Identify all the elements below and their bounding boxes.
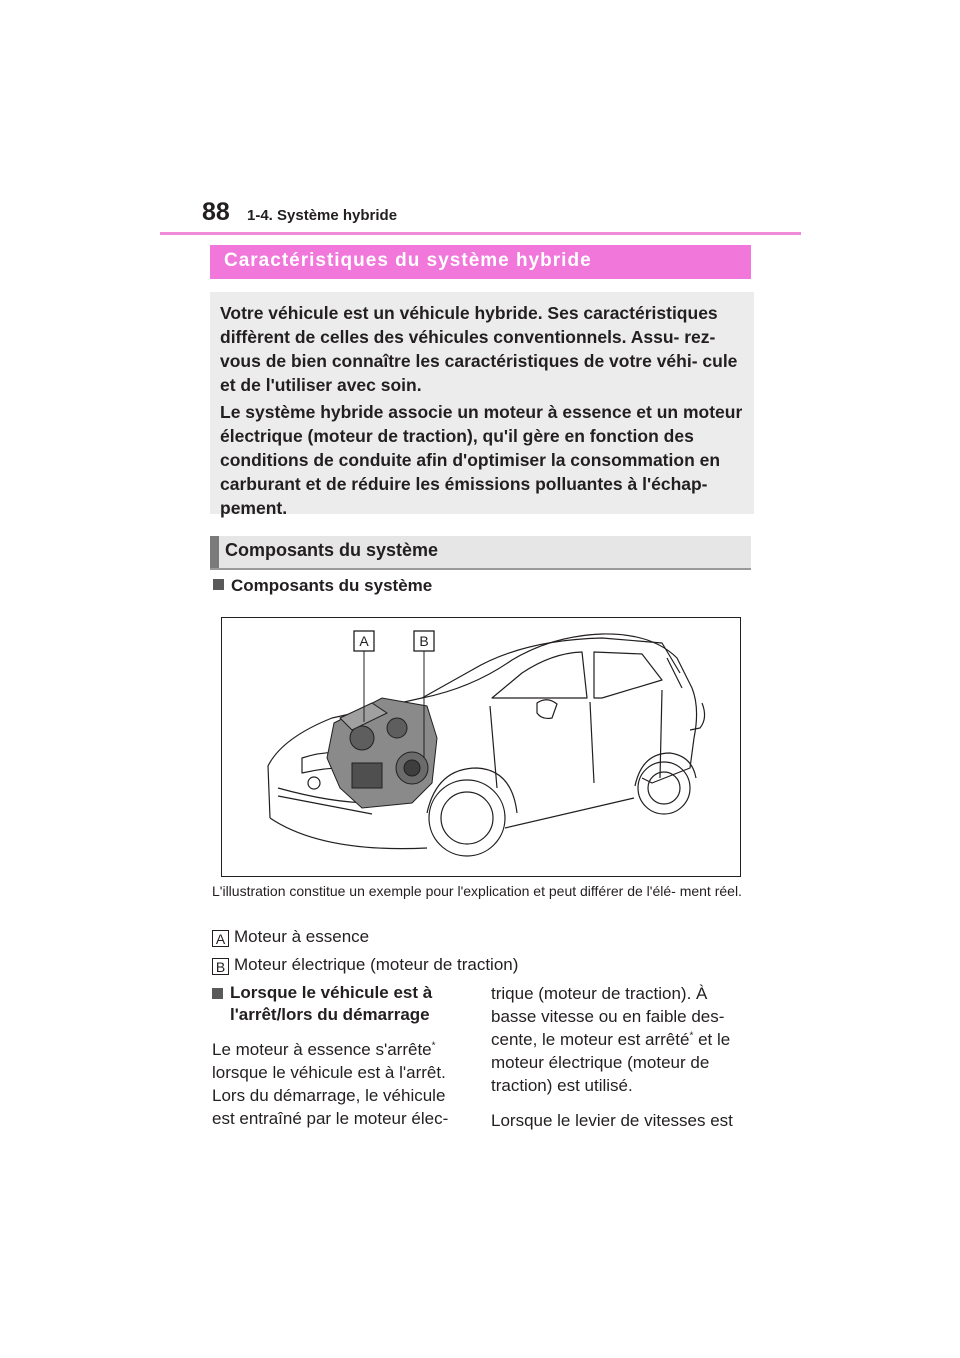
legend-key-a: A bbox=[212, 930, 229, 947]
svg-text:B: B bbox=[419, 633, 429, 649]
right-text-1: trique (moteur de traction). À basse vitesse ou en faible des- cente, le moteur est arrêté bbox=[491, 984, 725, 1049]
car-drawing bbox=[222, 618, 739, 875]
title-bar bbox=[210, 245, 751, 279]
stop-heading-text: Lorsque le véhicule est à l'arrêt/lors du démarrage bbox=[230, 983, 433, 1024]
left-column bbox=[212, 982, 462, 1130]
stop-heading bbox=[212, 982, 462, 1026]
components-heading-text: Composants du système bbox=[231, 576, 433, 595]
subsection-bar bbox=[210, 536, 751, 570]
components-heading bbox=[213, 576, 432, 596]
right-column bbox=[491, 982, 753, 1132]
asterisk-note: * bbox=[689, 1030, 694, 1042]
right-paragraph-2: Lorsque le levier de vitesses est bbox=[491, 1111, 733, 1130]
section-label: 1-4. Système hybride bbox=[247, 207, 398, 224]
intro-box bbox=[210, 292, 754, 518]
right-paragraph-1 bbox=[491, 982, 753, 1097]
right-text-2: et le moteur électrique (moteur de traction) est utilisé. bbox=[491, 1030, 731, 1095]
square-bullet-icon bbox=[213, 579, 224, 590]
illustration-caption: L'illustration constitue un exemple pour l'explication et peut différer de l'élé- ment réel. bbox=[212, 883, 742, 899]
subsection-accent bbox=[210, 536, 219, 568]
left-text-1: Le moteur à essence s'arrête bbox=[212, 1040, 432, 1059]
car-illustration bbox=[221, 617, 741, 877]
legend-text-b: Moteur électrique (moteur de traction) bbox=[234, 955, 519, 974]
left-text-2: lorsque le véhicule est à l'arrêt. Lors du démarrage, le véhicule est entraîné par le moteur élec- bbox=[212, 1063, 449, 1128]
legend-key-b: B bbox=[212, 958, 229, 975]
square-bullet-icon bbox=[212, 988, 223, 999]
header-divider bbox=[160, 232, 801, 235]
svg-text:A: A bbox=[359, 633, 369, 649]
legend-item-a bbox=[212, 927, 369, 947]
intro-paragraph-1: Votre véhicule est un véhicule hybride. Ses caractéristiques diffèrent de celles des véhicules conventionnels. Assu- rez-vous de bien connaître les caractéristiques de votre véhi- cule et de l'utiliser avec soin. bbox=[220, 303, 738, 395]
page-number: 88 bbox=[202, 198, 230, 226]
asterisk-note: * bbox=[431, 1040, 436, 1052]
left-paragraph bbox=[212, 1038, 462, 1130]
intro-paragraph-2: Le système hybride associe un moteur à essence et un moteur électrique (moteur de traction), qu'il gère en fonction des conditions de conduite afin d'optimiser la consommation en carburant et de réduire les émissions polluantes à l'échap- pement. bbox=[220, 402, 743, 518]
legend-text-a: Moteur à essence bbox=[234, 927, 370, 946]
legend-item-b bbox=[212, 955, 518, 975]
page-title: Caractéristiques du système hybride bbox=[224, 250, 592, 271]
subsection-title: Composants du système bbox=[225, 540, 439, 560]
